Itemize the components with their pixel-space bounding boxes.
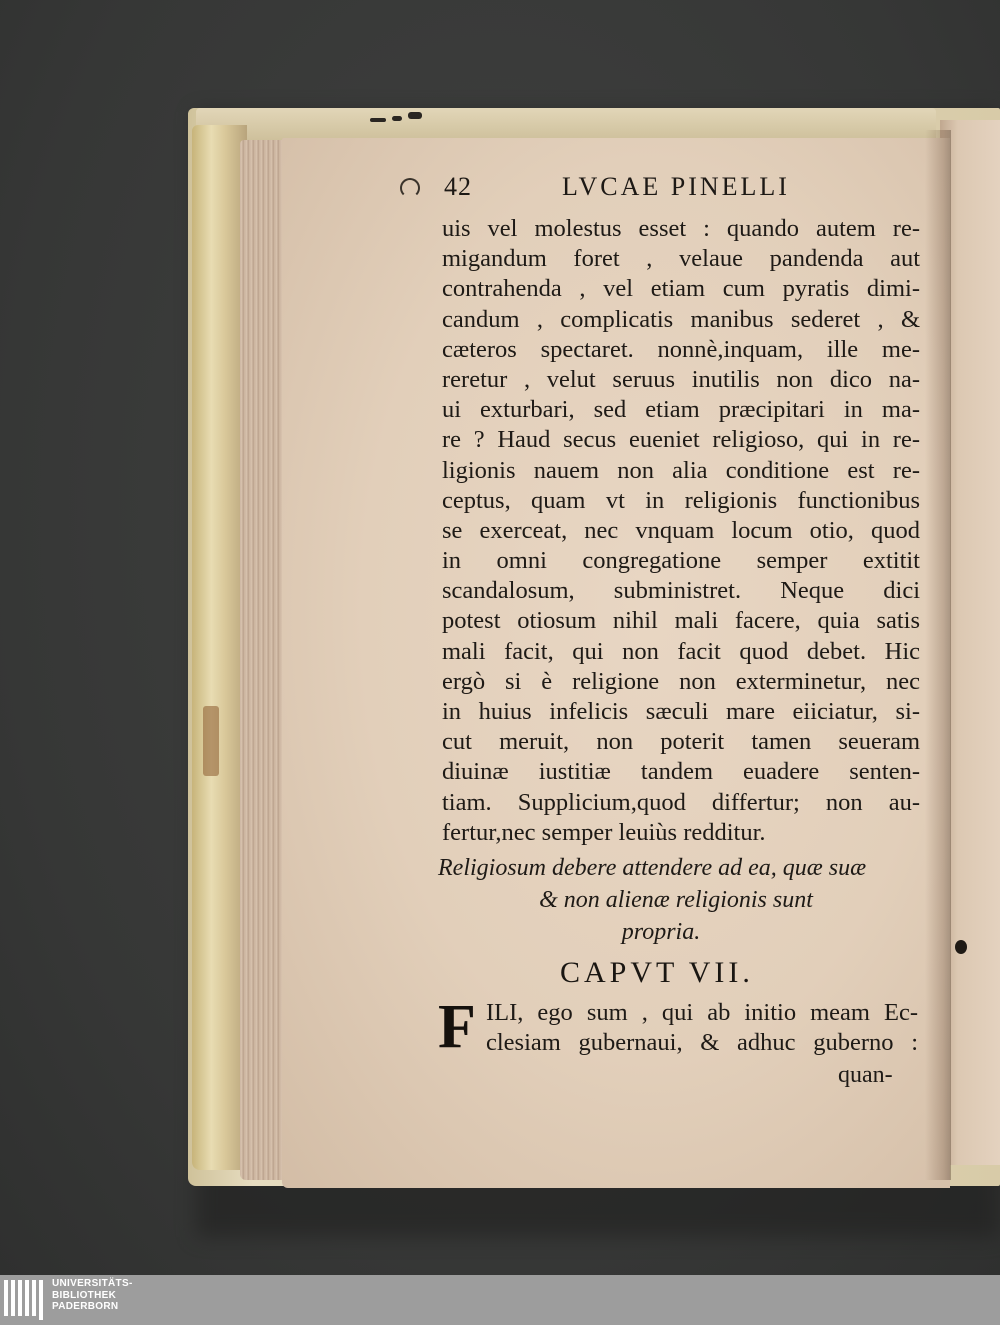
text-line: migandum foret , velaue pandenda aut bbox=[442, 245, 920, 273]
text-line: in huius infelicis sæculi mare eiiciatur, si- bbox=[442, 698, 920, 725]
text-line: cæteros spectaret. nonnè,inquam, ille me- bbox=[442, 335, 920, 363]
text-line: uis vel molestus esset : quando autem re- bbox=[442, 215, 920, 242]
logo-line: BIBLIOTHEK bbox=[52, 1289, 117, 1301]
text-line: scandalosum, subministret. Neque dici bbox=[442, 577, 920, 605]
text-line: ceptus, quam vt in religionis functionibus bbox=[442, 486, 920, 514]
text-line: candum , complicatis manibus sederet , & bbox=[442, 305, 920, 333]
text-line: mali facit, qui non facit quod debet. Hic bbox=[442, 637, 920, 665]
ink-circle-mark bbox=[400, 178, 420, 198]
chapter-number: CAPVT VII. bbox=[560, 956, 754, 989]
logo-line: UNIVERSITÄTS- bbox=[52, 1278, 133, 1289]
cover-fold bbox=[192, 125, 247, 1170]
cover-top-edge bbox=[196, 108, 936, 142]
chapter-heading-line: & non alienæ religionis sunt bbox=[539, 887, 813, 913]
chapter-opening bbox=[438, 993, 918, 1061]
text-line: se exerceat, nec vnquam locum otio, quod bbox=[442, 516, 920, 544]
opening-line: clesiam gubernaui, & adhuc guberno : bbox=[486, 1029, 918, 1056]
opening-line: ILI, ego sum , qui ab initio meam Ec- bbox=[486, 999, 918, 1026]
text-line: contrahenda , vel etiam cum pyratis dimi- bbox=[442, 275, 920, 303]
running-head bbox=[440, 172, 920, 206]
cover-ink-mark bbox=[368, 112, 428, 126]
text-line: diuinæ iustitiæ tandem euadere senten- bbox=[442, 758, 920, 786]
text-line: ergò si è religione non exterminetur, nec bbox=[442, 667, 920, 695]
catchword: quan- bbox=[838, 1062, 893, 1088]
page-gutter-shadow bbox=[925, 130, 951, 1180]
text-line: potest otiosum nihil mali facere, quia satis bbox=[442, 607, 920, 635]
library-logo-icon bbox=[4, 1280, 44, 1320]
text-line: reretur , velut seruus inutilis non dico na- bbox=[442, 365, 920, 393]
footer-bar bbox=[0, 1275, 1000, 1325]
text-line: ligionis nauem non alia conditione est re- bbox=[442, 456, 920, 484]
page-number: 42 bbox=[444, 172, 472, 201]
text-line: ui exturbari, sed etiam præcipitari in ma- bbox=[442, 396, 920, 424]
logo-line: PADERBORN bbox=[52, 1301, 119, 1312]
text-line: re ? Haud secus eueniet religioso, qui in re- bbox=[442, 426, 920, 454]
text-line: cut meruit, non poterit tamen seueram bbox=[442, 728, 920, 756]
body-text bbox=[442, 214, 920, 848]
text-line: tiam. Supplicium,quod differtur; non au- bbox=[442, 788, 920, 816]
text-line: in omni congregatione semper extitit bbox=[442, 547, 920, 575]
text-line: fertur,nec semper leuiùs redditur. bbox=[442, 818, 766, 846]
running-title: LVCAE PINELLI bbox=[562, 172, 790, 201]
chapter-heading-line: propria. bbox=[621, 919, 701, 945]
chapter-heading-line: Religiosum debere attendere ad ea, quæ suæ bbox=[438, 855, 867, 881]
worm-hole bbox=[955, 940, 967, 954]
cover-stain bbox=[203, 706, 219, 776]
chapter-heading bbox=[436, 852, 916, 948]
library-logo-text bbox=[52, 1278, 133, 1313]
drop-cap: F bbox=[438, 993, 476, 1061]
